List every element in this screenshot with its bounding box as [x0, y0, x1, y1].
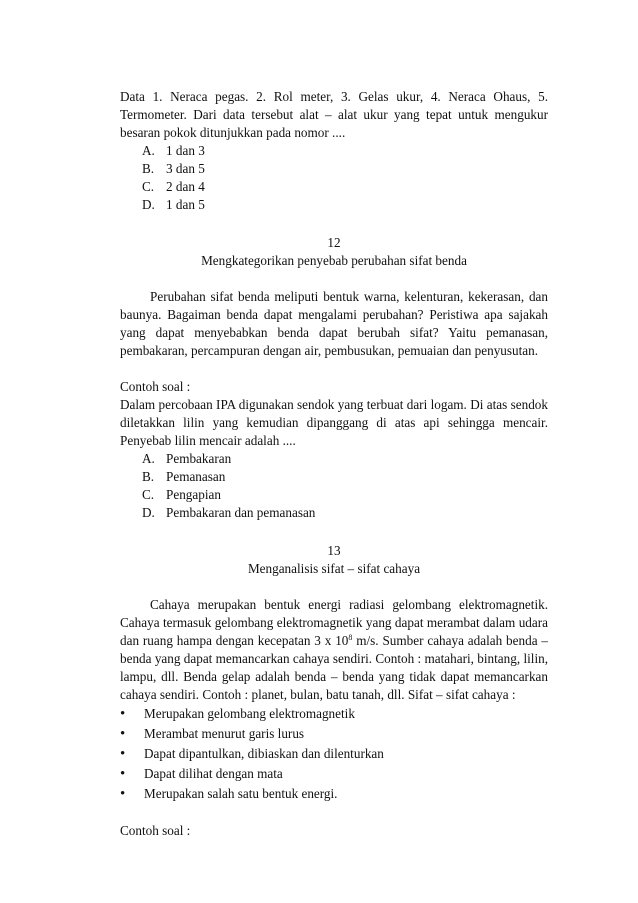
- properties-list: [120, 704, 548, 804]
- bullet-icon: •: [120, 726, 126, 742]
- list-item: • Merupakan gelombang elektromagnetik: [120, 706, 355, 722]
- list-item: • Dapat dilihat dengan mata: [120, 766, 283, 782]
- section-title: Menganalisis sifat – sifat cahaya: [247, 561, 421, 576]
- question-line: Data 1. Neraca pegas. 2. Rol meter, 3. Gelas ukur, 4. Neraca Ohaus, 5.: [120, 89, 548, 104]
- section-paragraph: Cahaya merupakan bentuk energi radiasi gelombang elektromagnetik. Cahaya termasuk gelombang elektromagnetik yang dapat merambat dalam udara dan ruang hampa dengan kecepatan 3 x $10^8$ m/s. Sumber cahaya adalah benda – benda yang dapat memancarkan cahaya sendiri. Contoh : matahari, bintang, lilin, lampu, dll. Benda gelap adalah benda – benda yang tidak dapat memancarkan cahaya sendiri. Contoh : planet, bulan, batu tanah, dll. Sifat – sifat cahaya :: [120, 597, 549, 702]
- question-block: [120, 88, 548, 214]
- bullet-icon: •: [120, 766, 126, 782]
- question-line: Penyebab lilin mencair adalah ....: [120, 433, 296, 448]
- question-line: besaran pokok ditunjukkan pada nomor ....: [120, 125, 346, 140]
- question-block: [120, 396, 548, 522]
- bullet-icon: •: [120, 706, 126, 722]
- example-label: Contoh soal :: [120, 379, 191, 394]
- section-number: 12: [327, 235, 341, 250]
- list-item: • Merupakan salah satu bentuk energi.: [120, 786, 338, 802]
- bullet-icon: •: [120, 786, 126, 802]
- list-item: • Dapat dipantulkan, dibiaskan dan dilenturkan: [120, 746, 384, 762]
- answer-option: B. 3 dan 5: [142, 161, 205, 176]
- section-title: Mengkategorikan penyebab perubahan sifat benda: [201, 253, 467, 268]
- answer-option: A. 1 dan 3: [142, 143, 205, 158]
- section-paragraph: Perubahan sifat benda meliputi bentuk warna, kelenturan, kekerasan, dan baunya. Bagaiman benda dapat mengalami perubahan? Peristiwa apa sajakah yang dapat menyebabkan benda dapat berubah sifat? Yaitu pemanasan, pembakaran, percampuran dengan air, pembusukan, pemuaian dan penyusutan.: [120, 289, 548, 358]
- list-item: • Merambat menurut garis lurus: [120, 726, 305, 742]
- answer-option: D. 1 dan 5: [142, 197, 205, 212]
- answer-option: C. Pengapian: [142, 487, 221, 502]
- question-line: diletakkan lilin yang kemudian dipanggang di atas api sehingga mencair.: [120, 415, 548, 430]
- answer-option: A. Pembakaran: [142, 451, 232, 466]
- document-page: [120, 88, 548, 840]
- question-line: Termometer. Dari data tersebut alat – alat ukur yang tepat untuk mengukur: [120, 107, 548, 122]
- answer-options: [120, 450, 548, 522]
- section-number: 13: [327, 543, 341, 558]
- answer-options: [120, 142, 548, 214]
- answer-option: B. Pemanasan: [142, 469, 226, 484]
- question-line: Dalam percobaan IPA digunakan sendok yang terbuat dari logam. Di atas sendok: [120, 397, 548, 412]
- answer-option: D. Pembakaran dan pemanasan: [142, 505, 316, 520]
- bullet-icon: •: [120, 746, 126, 762]
- answer-option: C. 2 dan 4: [142, 179, 205, 194]
- example-label: Contoh soal :: [120, 823, 191, 838]
